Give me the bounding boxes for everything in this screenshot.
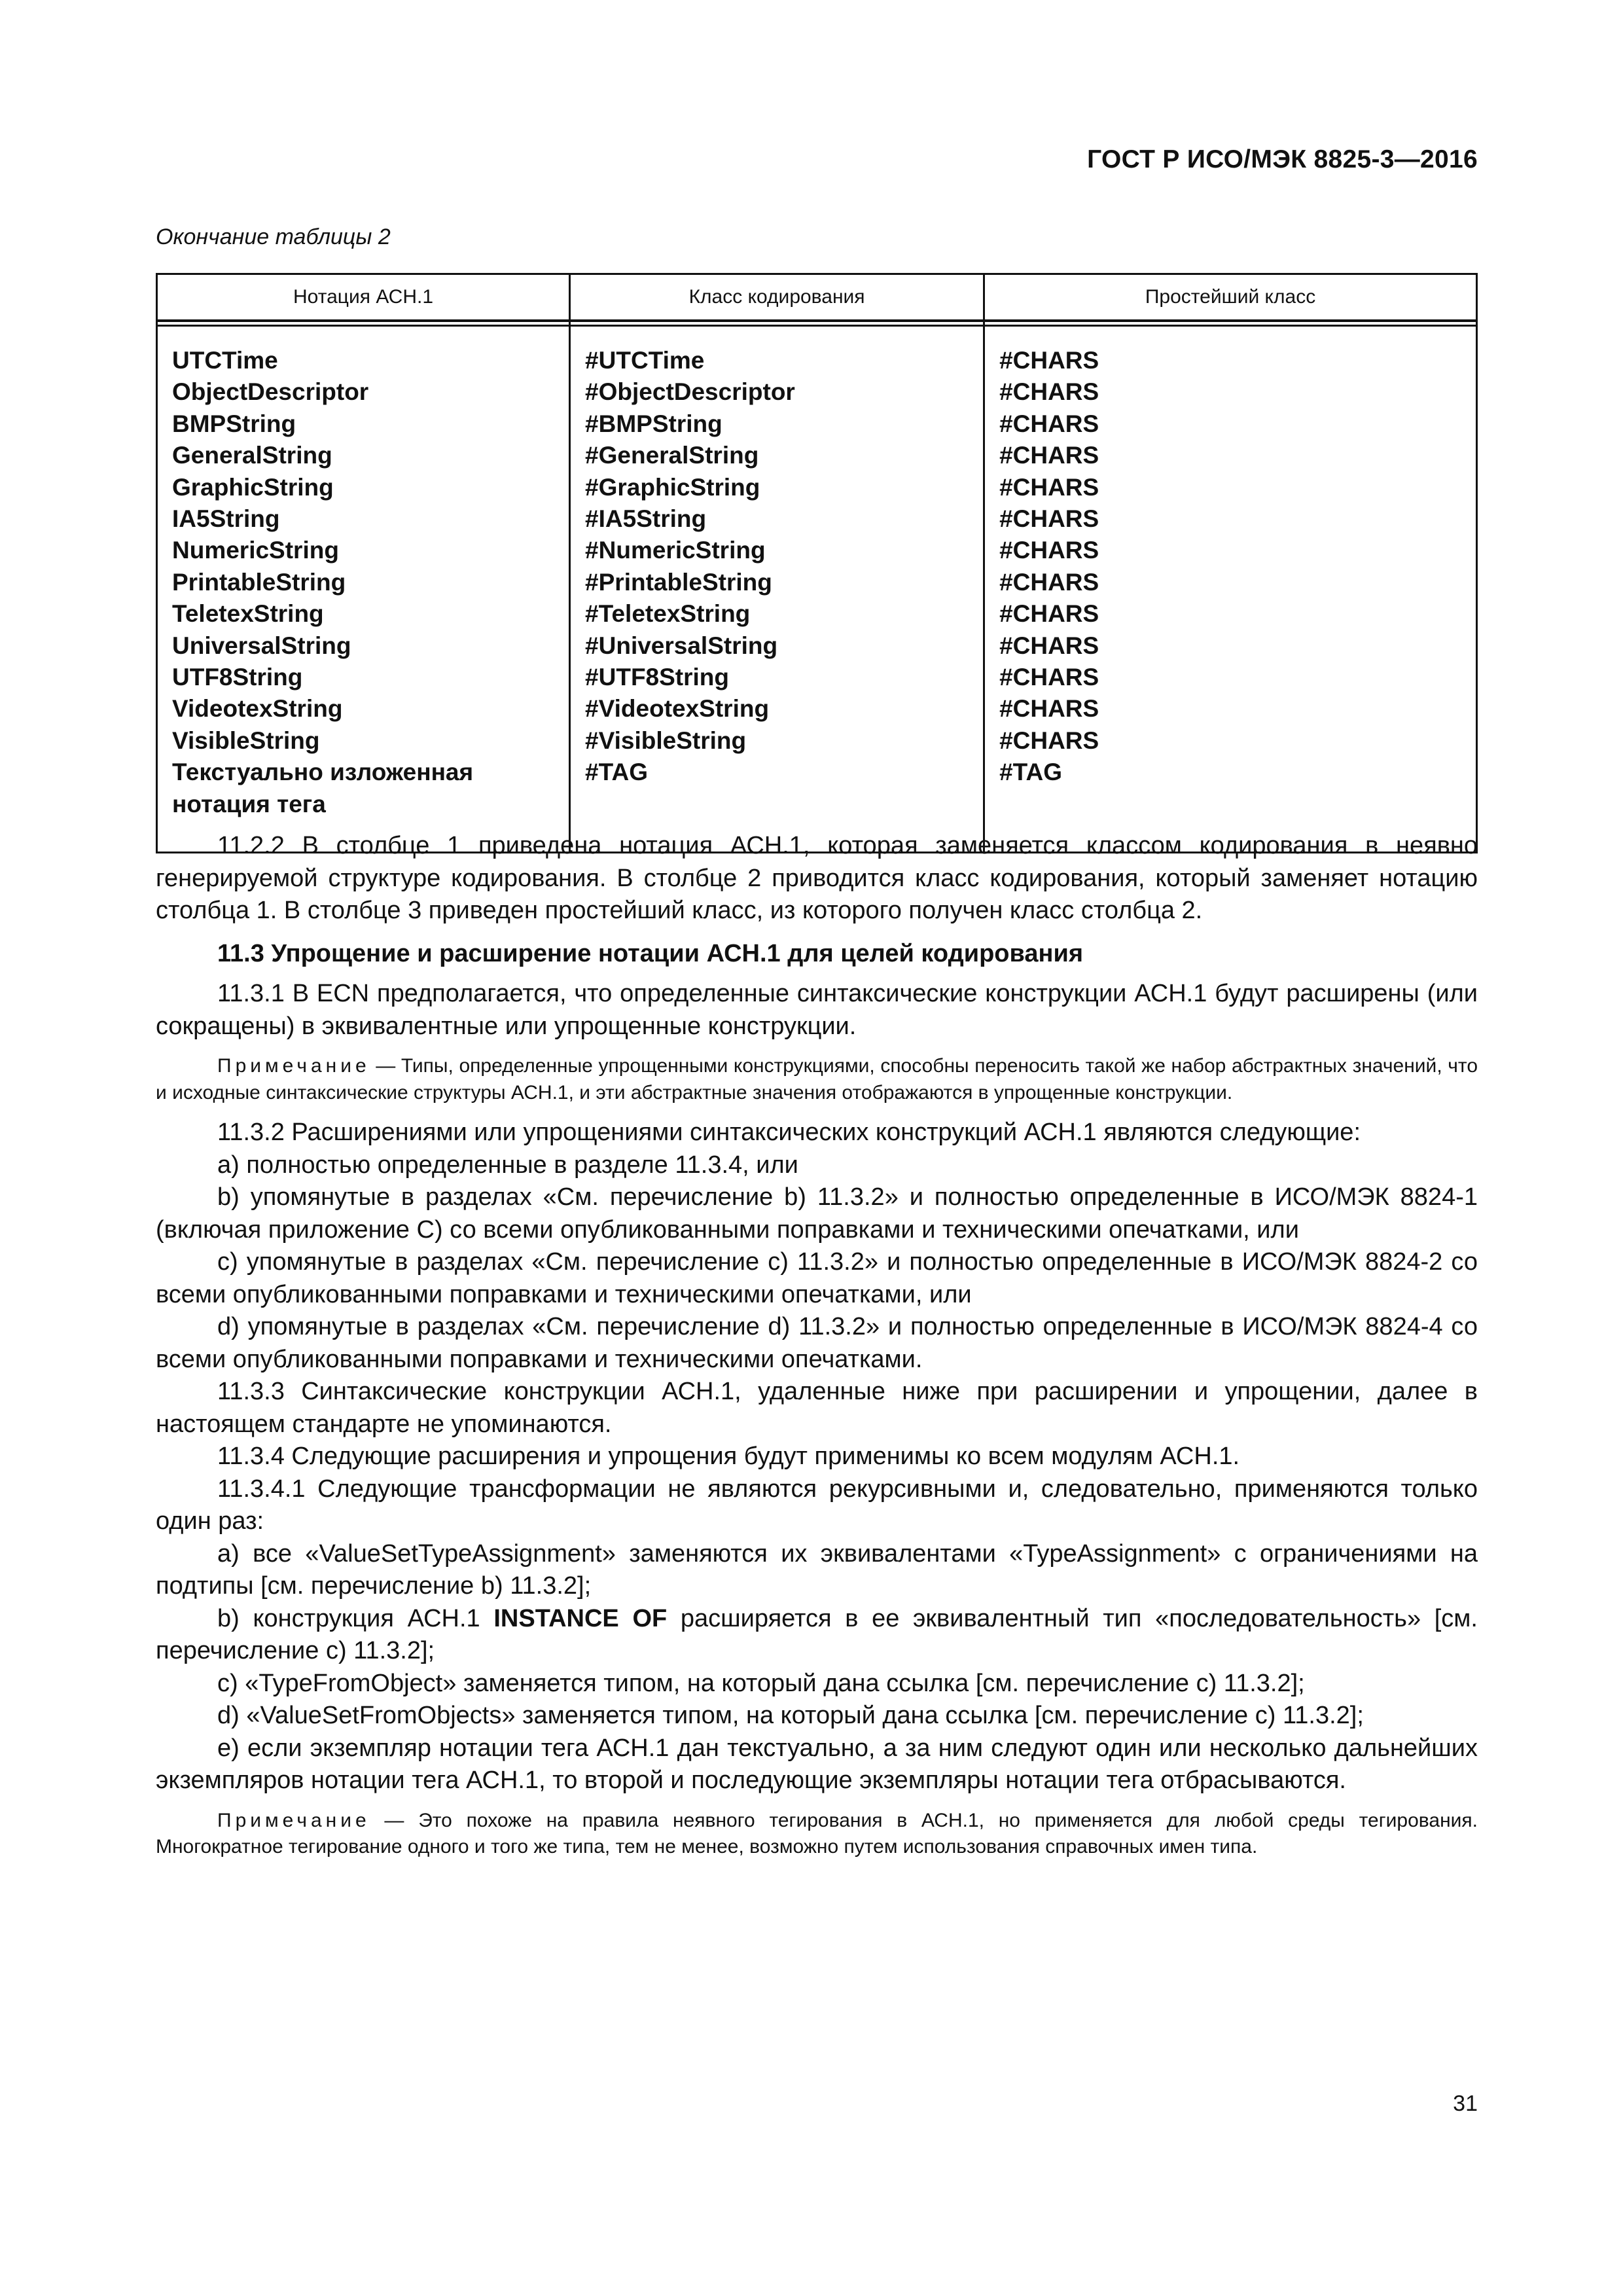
table-cell-value: ObjectDescriptor (172, 378, 369, 406)
table-cell-value: #TAG (585, 759, 648, 786)
table-cell-value: #UniversalString (585, 632, 778, 659)
table-cell-value: #TAG (999, 759, 1062, 786)
list-item-a: a) полностью определенные в разделе 11.3.4, или (217, 1151, 798, 1179)
table-cell-value: UniversalString (172, 632, 351, 659)
column-header-notation: Нотация АСН.1 (157, 274, 570, 321)
transform-item-a: a) все «ValueSetTypeAssignment» заменяются их эквивалентами «TypeAssignment» с ограничениями на подтипы [см. перечисление b) 11.3.2]; (156, 1539, 1478, 1600)
table-cell-value: #CHARS (999, 726, 1099, 754)
paragraph-11-3-4-1: 11.3.4.1 Следующие трансформации не являются рекурсивными и, следовательно, применяются только один раз: (156, 1475, 1478, 1535)
paragraph-11-3-3: 11.3.3 Синтаксические конструкции АСН.1, удаленные ниже при расширении и упрощении, далее в настоящем стандарте не упоминаются. (156, 1378, 1478, 1438)
table-cell-value: GraphicString (172, 473, 334, 501)
table-cell-value: VideotexString (172, 695, 343, 723)
table-cell-value: #CHARS (999, 537, 1099, 564)
note-label: Примечание (217, 1809, 370, 1831)
transform-item-b (156, 1603, 1478, 1668)
page-number: 31 (1453, 2091, 1478, 2116)
table-cell-value: UTF8String (172, 664, 303, 691)
table-cell-value: #CHARS (999, 347, 1099, 374)
note-label: Примечание (217, 1055, 370, 1077)
table-cell-value: IA5String (172, 505, 280, 533)
table-cell-value: NumericString (172, 537, 339, 564)
transform-item-e: e) если экземпляр нотации тега АСН.1 дан текстуально, а за ним следуют один или несколько дальнейших экземпляров нотации тега АСН.1, то второй и последующие экземпляры нотации тега отбрасываются. (156, 1734, 1478, 1794)
paragraph-11-2-2: 11.2.2 В столбце 1 приведена нотация АСН.1, которая заменяется классом кодирования в неявно генерируемой структуре кодирования. В столбце 2 приводится класс кодирования, который заменяет нотацию столбца 1. В столбце 3 приведен простейший класс, из которого получен класс столбца 2. (156, 832, 1478, 924)
table-cell-value: #GraphicString (585, 473, 760, 501)
table-cell-value: #VisibleString (585, 726, 747, 754)
transform-b-pre: b) конструкция АСН.1 (217, 1604, 494, 1632)
document-header: ГОСТ Р ИСО/МЭК 8825-3—2016 (1087, 145, 1478, 173)
table-cell-value: TeletexString (172, 600, 324, 628)
table-cell-value: #CHARS (999, 632, 1099, 659)
table-cell-value: #UTF8String (585, 664, 730, 691)
table-row (157, 326, 1477, 853)
column-header-simplest-class: Простейший класс (984, 274, 1477, 321)
table-cell-value: #CHARS (999, 473, 1099, 501)
table-caption: Окончание таблицы 2 (156, 224, 391, 249)
note-text: — Типы, определенные упрощенными конструкциями, способны переносить такой же набор абстрактных значений, что и исходные синтаксические структуры АСН.1, и эти абстрактные значения отображаются в упрощенные конструкции. (156, 1055, 1478, 1103)
column-header-encoding-class: Класс кодирования (570, 274, 984, 321)
table-cell-value: #CHARS (999, 442, 1099, 469)
instance-of-keyword: INSTANCE OF (493, 1604, 668, 1632)
table-cell-value: VisibleString (172, 726, 320, 754)
paragraph-11-3-2: 11.3.2 Расширениями или упрощениями синтаксических конструкций АСН.1 являются следующие: (217, 1119, 1361, 1146)
table-cell-value: #GeneralString (585, 442, 759, 469)
list-item-b: b) упомянутые в разделах «См. перечисление b) 11.3.2» и полностью определенные в ИСО/МЭК 8824-1 (включая приложение С) со всеми опубликованными поправками и техническими опечатками, или (156, 1183, 1478, 1244)
table-cell-value: BMPString (172, 410, 296, 437)
paragraph-11-3-4: 11.3.4 Следующие расширения и упрощения будут применимы ко всем модулям АСН.1. (217, 1443, 1240, 1470)
table-cell-value: #CHARS (999, 568, 1099, 596)
table-cell-value: UTCTime (172, 347, 278, 374)
table-cell-value: #NumericString (585, 537, 766, 564)
transform-item-c: c) «TypeFromObject» заменяется типом, на который дана ссылка [см. перечисление с) 11.3.2]; (217, 1669, 1305, 1697)
table-cell-value: #CHARS (999, 600, 1099, 628)
table-cell-value: Текстуально изложенная нотация тега (172, 759, 474, 817)
table-cell-value: #BMPString (585, 410, 722, 437)
transform-item-d: d) «ValueSetFromObjects» заменяется типом, на который дана ссылка [см. перечисление с) 11.3.2]; (217, 1702, 1364, 1729)
note-2 (156, 1808, 1478, 1861)
table-cell-value: #CHARS (999, 695, 1099, 723)
table-cell-value: #UTCTime (585, 347, 705, 374)
table-cell-value: #ObjectDescriptor (585, 378, 795, 406)
table-cell-value: GeneralString (172, 442, 332, 469)
note-text: — Это похоже на правила неявного тегирования в АСН.1, но применяется для любой среды тегирования. Многократное тегирование одного и того же типа, тем не менее, возможно путем использования справочных имен типа. (156, 1809, 1478, 1857)
note-1 (156, 1053, 1478, 1106)
notation-table (156, 273, 1478, 853)
table-cell-value: #VideotexString (585, 695, 770, 723)
table-cell-value: #PrintableString (585, 568, 772, 596)
table-cell-value: #CHARS (999, 378, 1099, 406)
paragraph-11-3-1: 11.3.1 В ECN предполагается, что определенные синтаксические конструкции АСН.1 будут расширены (или сокращены) в эквивалентные или упрощенные конструкции. (156, 980, 1478, 1040)
table-cell-value: #IA5String (585, 505, 707, 533)
table-cell-value: #CHARS (999, 410, 1099, 437)
table-cell-value: #CHARS (999, 505, 1099, 533)
simplest-class-cell (984, 326, 1477, 853)
encoding-class-cell (570, 326, 984, 853)
table-cell-value: #TeletexString (585, 600, 751, 628)
table-header-row (157, 274, 1477, 321)
notation-cell (157, 326, 570, 853)
section-heading-11-3: 11.3 Упрощение и расширение нотации АСН.1 для целей кодирования (217, 939, 1083, 967)
table-header-gap (157, 321, 1477, 326)
body-text (156, 830, 1478, 1861)
list-item-c: c) упомянутые в разделах «См. перечисление с) 11.3.2» и полностью определенные в ИСО/МЭК 8824-2 со всеми опубликованными поправками и техническими опечатками, или (156, 1248, 1478, 1308)
table-cell-value: PrintableString (172, 568, 346, 596)
table-cell-value: #CHARS (999, 664, 1099, 691)
list-item-d: d) упомянутые в разделах «См. перечисление d) 11.3.2» и полностью определенные в ИСО/МЭК 8824-4 со всеми опубликованными поправками и техническими опечатками. (156, 1313, 1478, 1373)
transform-b-post: расширяется в ее эквивалентный тип «последовательность» [см. перечисление с) 11.3.2]; (156, 1604, 1478, 1664)
